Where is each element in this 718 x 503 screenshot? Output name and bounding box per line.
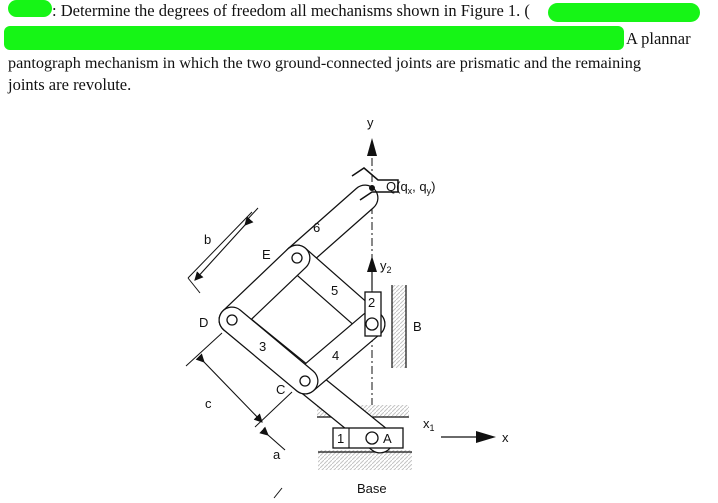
question-line-3: pantograph mechanism in which the two ground-connected joints are prismatic and the remaining (8, 54, 641, 72)
joint-a-pin (366, 432, 378, 444)
joint-e-label: E (262, 247, 271, 262)
joint-c-label: C (276, 382, 286, 397)
joint-a-label: A (383, 431, 392, 446)
joint-d-label: D (199, 315, 209, 330)
question-line-1: : Determine the degrees of freedom all mechanisms shown in Figure 1. ( (52, 1, 530, 20)
x1-label (423, 416, 435, 433)
point-q-dot (369, 185, 375, 191)
dim-b-line (195, 225, 245, 280)
x1-base: x (423, 416, 430, 431)
y2-axis-arrowhead (367, 256, 377, 272)
joint-c-pin (300, 376, 310, 386)
y2-label (380, 258, 392, 275)
question-line-4: joints are revolute. (8, 75, 132, 94)
point-q-label (386, 179, 435, 196)
joint-b-pin (366, 318, 378, 330)
dim-b-label: b (204, 232, 212, 247)
point-q-prefix: Q(q (386, 179, 408, 194)
joint-b-label: B (413, 319, 422, 334)
point-q-y-sub: y (426, 186, 432, 196)
y-axis-arrowhead (367, 138, 377, 156)
dim-c-line (204, 362, 262, 422)
dim-b-tick-bottom (188, 278, 200, 293)
question-line-2-tail: A plannar (626, 29, 691, 48)
dim-c-ext-top (186, 333, 222, 366)
point-q-x-sub: x (407, 186, 413, 196)
link-1-label: 1 (337, 431, 345, 446)
y2-sub: 2 (386, 265, 392, 275)
joint-e-pin (292, 253, 302, 263)
dim-a-ext-bottom (274, 488, 282, 498)
dim-b-ext-top (188, 212, 252, 278)
x-axis-arrowhead (476, 431, 496, 443)
base-ground-hatch (318, 450, 412, 470)
point-q-suffix: ) (431, 179, 436, 194)
link-6-label: 6 (313, 220, 321, 235)
slider-b-guide-hatch (392, 285, 406, 368)
dim-b-ext-bottom (183, 282, 232, 300)
axis-x-label: x (502, 430, 509, 445)
link-2-label: 2 (368, 295, 376, 310)
link-dc (232, 320, 305, 381)
point-q-mid: , q (412, 179, 427, 194)
x1-sub: 1 (429, 423, 435, 433)
joint-d-pin (227, 315, 237, 325)
link-4-label: 4 (332, 348, 340, 363)
dim-c-ext-bottom (255, 392, 292, 427)
y2-base: y (380, 258, 387, 273)
dim-c-label: c (205, 396, 212, 411)
dim-b-tick-top (246, 208, 258, 221)
base-label: Base (357, 481, 387, 496)
axis-y-label: y (367, 115, 374, 130)
link-5-label: 5 (331, 283, 339, 298)
dim-a-label: a (273, 447, 281, 462)
link-3-label: 3 (259, 339, 267, 354)
